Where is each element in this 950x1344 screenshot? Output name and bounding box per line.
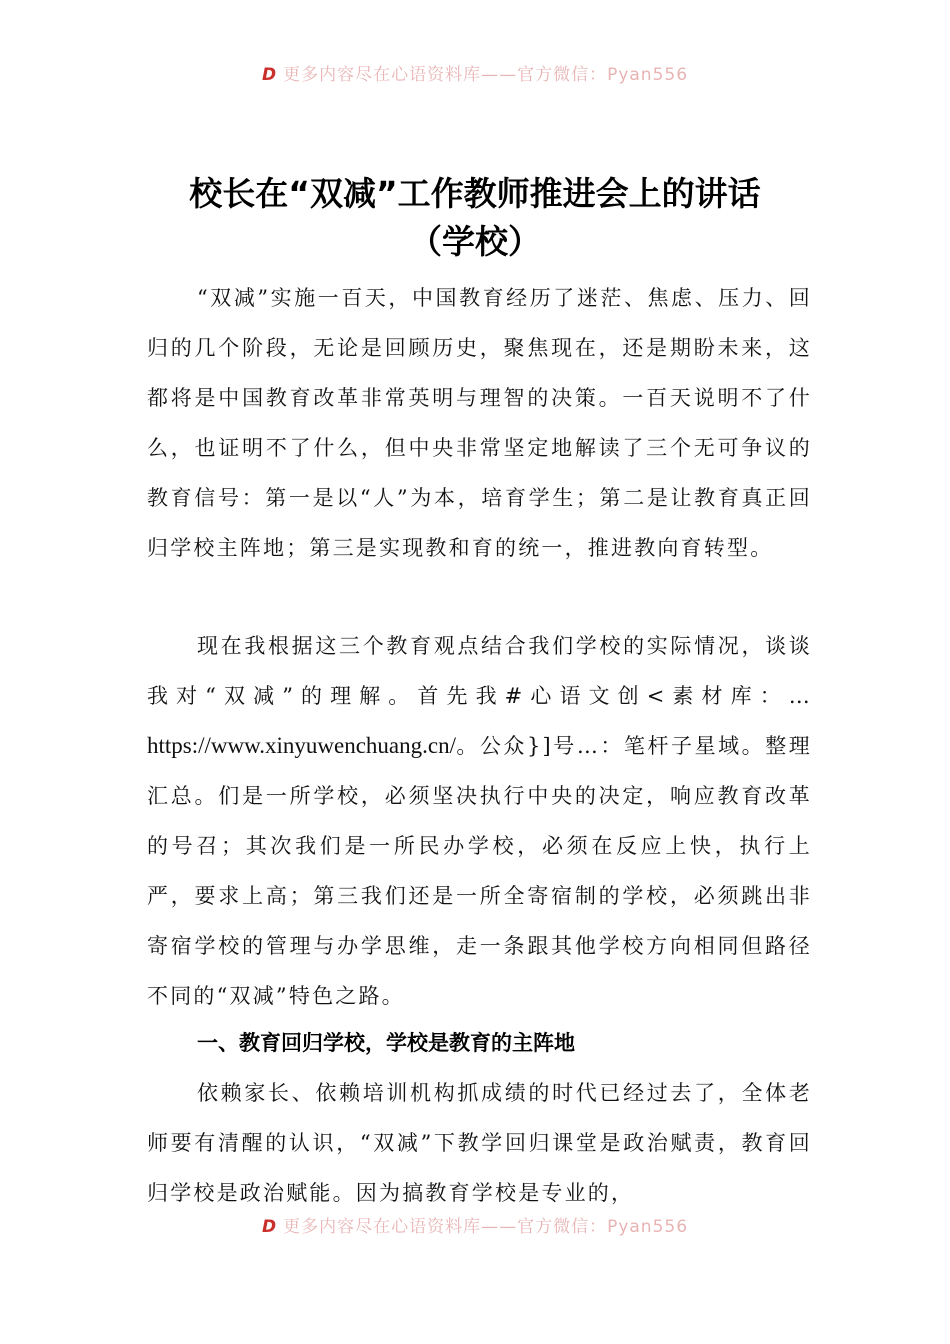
watermark-text: 更多内容尽在心语资料库——官方微信：Pyan556: [283, 65, 689, 85]
watermark-text: 更多内容尽在心语资料库——官方微信：Pyan556: [283, 1217, 689, 1237]
watermark-bottom: [0, 1212, 950, 1237]
section-heading: 一、教育回归学校，学校是教育的主阵地: [197, 1031, 575, 1055]
paragraph-section-one: 依赖家长、依赖培训机构抓成绩的时代已经过去了，全体老师要有清醒的认识，“双减”下教学回归课堂是政治赋责，教育回归学校是政治赋能。因为搞教育学校是专业的，: [147, 1081, 812, 1205]
paragraph-text-before: 现在我根据这三个教育观点结合我们学校的实际情况，谈谈我对“双减”的理解。首先我#心语文创<素材库：…: [147, 634, 812, 708]
watermark-top: [0, 60, 950, 85]
document-title: 校长在“双减”工作教师推进会上的讲话: [189, 174, 761, 213]
url-link[interactable]: https://www.xinyuwenchuang.cn/: [147, 733, 456, 758]
watermark-logo-icon: D: [261, 65, 278, 85]
paragraph-understanding: [147, 621, 812, 1021]
paragraph-text-after: 。公众}]号…：笔杆子星域。整理汇总。们是一所学校，必须坚决执行中央的决定，响应教育改革的号召；其次我们是一所民办学校，必须在反应上快，执行上严，要求上高；第三我们还是一所全寄宿制的学校，必须跳出非寄宿学校的管理与办学思维，走一条跟其他学校方向相同但路径不同的“双减”特色之路。: [147, 734, 812, 1008]
watermark-logo-icon: D: [261, 1217, 278, 1237]
document-subtitle: （学校）: [409, 222, 541, 261]
paragraph-intro: “双减”实施一百天，中国教育经历了迷茫、焦虑、压力、回归的几个阶段，无论是回顾历史，聚焦现在，还是期盼未来，这都将是中国教育改革非常英明与理智的决策。一百天说明不了什么，也证明不了什么，但中央非常坚定地解读了三个无可争议的教育信号：第一是以“人”为本，培育学生；第二是让教育真正回归学校主阵地；第三是实现教和育的统一，推进教向育转型。: [147, 286, 812, 560]
